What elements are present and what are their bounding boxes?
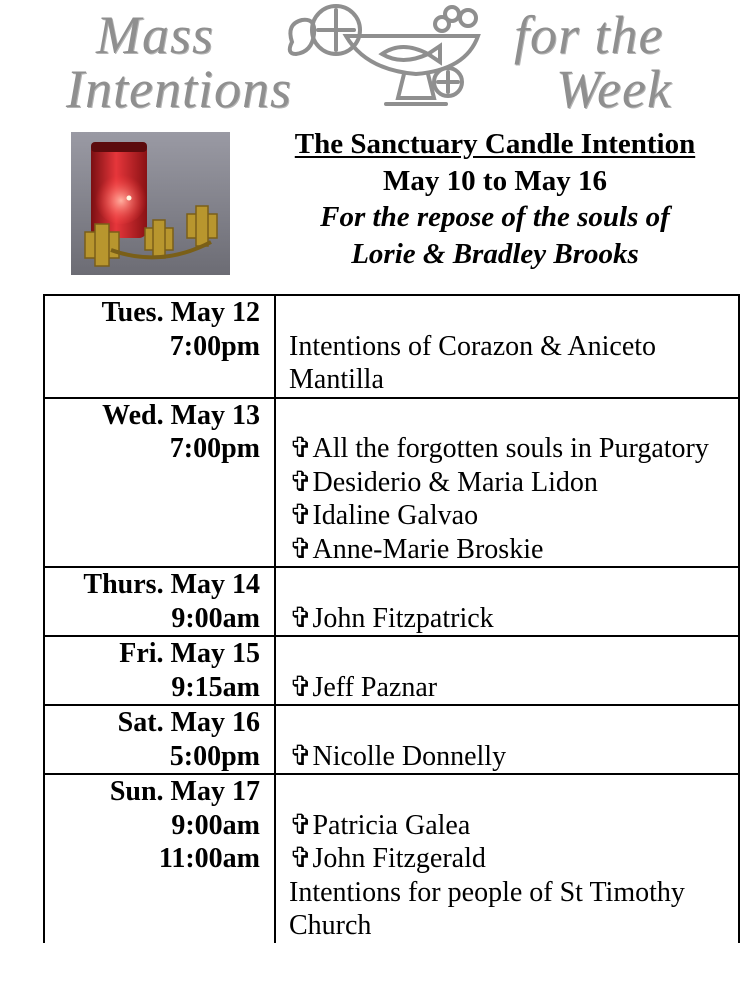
mass-day-time-cell	[44, 636, 275, 705]
intentions-spacer	[289, 568, 732, 602]
sanctuary-dates: May 10 to May 16	[383, 164, 607, 197]
mass-day-time-cell	[44, 705, 275, 774]
cross-icon: ✞	[289, 433, 313, 464]
cross-icon: ✞	[289, 740, 313, 772]
mass-time: 7:00pm	[169, 433, 260, 464]
sanctuary-note-line-1: For the repose of the souls of	[320, 201, 670, 233]
intention-item	[289, 432, 732, 466]
mass-intentions-cell	[275, 774, 739, 943]
intention-text: Nicolle Donnelly	[312, 740, 507, 772]
mass-time: 9:00am	[171, 602, 260, 634]
header-banner	[0, 0, 754, 125]
mass-intentions-cell	[275, 295, 739, 398]
intention-text: John Fitzpatrick	[312, 602, 494, 634]
intention-item	[289, 330, 732, 397]
header-word-for-the: for the	[514, 5, 664, 65]
intention-text: Desiderio & Maria Lidon	[312, 466, 598, 498]
intention-text: Intentions of Corazon & Aniceto Mantilla	[289, 330, 657, 395]
cross-icon: ✞	[289, 533, 313, 565]
intention-item	[289, 842, 732, 876]
mass-day: Wed. May 13	[102, 399, 260, 431]
intention-text: Patricia Galea	[312, 809, 471, 841]
intention-item	[289, 499, 732, 533]
intention-item	[289, 533, 732, 567]
cross-icon: ✞	[289, 602, 313, 634]
cross-icon: ✞	[289, 671, 313, 703]
chalice-host-fish-logo-icon	[282, 0, 502, 125]
sanctuary-candle-image	[71, 132, 230, 275]
mass-row	[44, 567, 739, 636]
mass-time: 9:15am	[171, 671, 260, 703]
mass-day-time-cell	[44, 774, 275, 943]
intention-text: Intentions for people of St Timothy Church	[289, 876, 685, 941]
sanctuary-candle-intention	[240, 126, 750, 272]
intention-item	[289, 876, 732, 943]
mass-intentions-cell	[275, 636, 739, 705]
mass-day: Sat. May 16	[117, 707, 260, 738]
mass-row	[44, 398, 739, 568]
mass-day-time-cell	[44, 398, 275, 568]
sanctuary-title: The Sanctuary Candle Intention	[294, 128, 696, 160]
intentions-spacer	[289, 296, 732, 330]
cross-icon: ✞	[289, 843, 313, 874]
intention-text: Anne-Marie Broskie	[312, 533, 544, 565]
mass-intentions-cell	[275, 705, 739, 774]
mass-time: 5:00pm	[169, 740, 260, 772]
intention-text: Jeff Paznar	[312, 671, 438, 703]
header-word-mass: Mass	[96, 5, 215, 65]
intention-text: Idaline Galvao	[312, 500, 479, 531]
mass-time: 7:00pm	[169, 330, 260, 362]
sanctuary-note-line-2: Lorie & Bradley Brooks	[351, 237, 639, 270]
mass-row	[44, 705, 739, 774]
mass-intentions-cell	[275, 567, 739, 636]
mass-row	[44, 774, 739, 943]
intentions-spacer	[289, 637, 732, 671]
intention-text: All the forgotten souls in Purgatory	[312, 433, 709, 464]
mass-day: Sun. May 17	[109, 776, 260, 807]
mass-time: 11:00am	[158, 843, 260, 874]
intentions-spacer	[289, 399, 732, 433]
mass-day: Tues. May 12	[101, 297, 260, 328]
mass-day-time-cell	[44, 295, 275, 398]
intentions-spacer	[289, 775, 732, 809]
header-word-intentions: Intentions	[66, 59, 292, 119]
mass-time: 9:00am	[171, 809, 260, 841]
mass-row	[44, 636, 739, 705]
mass-day-time-cell	[44, 567, 275, 636]
intention-text: John Fitzgerald	[312, 843, 486, 874]
cross-icon: ✞	[289, 500, 313, 531]
intention-item	[289, 671, 732, 705]
intentions-spacer	[289, 706, 732, 740]
mass-row	[44, 295, 739, 398]
mass-day: Thurs. May 14	[83, 569, 260, 600]
cross-icon: ✞	[289, 809, 313, 841]
header-word-week: Week	[556, 59, 672, 119]
cross-icon: ✞	[289, 466, 313, 498]
intention-item	[289, 466, 732, 500]
intention-item	[289, 809, 732, 843]
intention-item	[289, 740, 732, 774]
mass-intentions-cell	[275, 398, 739, 568]
mass-day: Fri. May 15	[119, 638, 260, 669]
mass-schedule-table	[43, 294, 740, 943]
intention-item	[289, 602, 732, 636]
